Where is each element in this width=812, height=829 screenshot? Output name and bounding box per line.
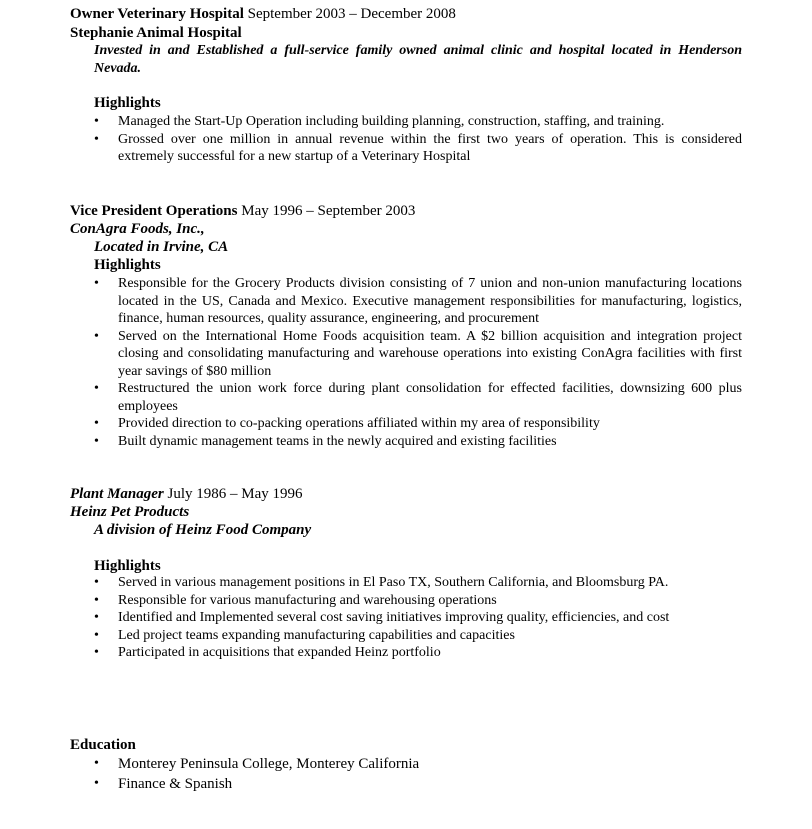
- list-item: • Led project teams expanding manufacturing capabilities and capacities: [94, 627, 742, 645]
- job1-highlights-label: Highlights: [94, 95, 161, 111]
- job3-title: Plant Manager: [70, 486, 164, 502]
- list-item: • Provided direction to co-packing operations affiliated within my area of responsibility: [94, 415, 742, 433]
- list-item: • Served on the International Home Foods acquisition team. A $2 billion acquisition and integration project closing and consolidating manufacturing and warehouse operations into existing ConAgra facilities with first year savings of $80 million: [94, 328, 742, 381]
- job3-header: [70, 485, 303, 503]
- list-item: • Finance & Spanish: [94, 774, 742, 794]
- job3-bullet-list: [94, 574, 742, 662]
- job1-bullet-list: [94, 113, 742, 166]
- job3-dates: July 1986 – May 1996: [163, 486, 303, 502]
- list-item: • Responsible for the Grocery Products division consisting of 7 union and non-union manufacturing locations located in the US, Canada and Mexico. Executive management responsibilities for manufacturing, logistics, finance, human resources, quality assurance, engineering, and procurement: [94, 275, 742, 328]
- list-item: • Built dynamic management teams in the newly acquired and existing facilities: [94, 433, 742, 451]
- job2-location: Located in Irvine, CA: [94, 239, 229, 255]
- list-item: • Monterey Peninsula College, Monterey California: [94, 754, 742, 774]
- job2-highlights-label: Highlights: [94, 257, 161, 273]
- job2-company: ConAgra Foods, Inc.,: [70, 221, 205, 237]
- education-list: [94, 754, 742, 794]
- list-item: • Grossed over one million in annual revenue within the first two years of operation. This is considered extremely successful for a new startup of a Veterinary Hospital: [94, 131, 742, 166]
- job1-title: Owner Veterinary Hospital: [70, 6, 244, 22]
- list-item: • Participated in acquisitions that expanded Heinz portfolio: [94, 644, 742, 662]
- job3-division: A division of Heinz Food Company: [94, 522, 312, 538]
- list-item: • Managed the Start-Up Operation including building planning, construction, staffing, and training.: [94, 113, 742, 131]
- job3-highlights-label: Highlights: [94, 558, 161, 574]
- list-item: • Responsible for various manufacturing and warehousing operations: [94, 592, 742, 610]
- job2-dates: May 1996 – September 2003: [237, 203, 416, 219]
- job1-dates: September 2003 – December 2008: [243, 6, 456, 22]
- list-item: • Served in various management positions in El Paso TX, Southern California, and Bloomsburg PA.: [94, 574, 742, 592]
- job1-description: Invested in and Established a full-service family owned animal clinic and hospital located in Henderson Nevada.: [94, 43, 742, 76]
- job2-bullet-list: [94, 275, 742, 450]
- list-item: • Restructured the union work force during plant consolidation for effected facilities, downsizing 600 plus employees: [94, 380, 742, 415]
- job2-title: Vice President Operations: [70, 203, 238, 219]
- list-item: • Identified and Implemented several cost saving initiatives improving quality, efficiencies, and cost: [94, 609, 742, 627]
- job2-header: [70, 202, 415, 220]
- job1-company: Stephanie Animal Hospital: [70, 25, 242, 41]
- job3-company: Heinz Pet Products: [70, 504, 190, 520]
- education-heading: Education: [70, 737, 136, 753]
- job1-header: [70, 5, 456, 23]
